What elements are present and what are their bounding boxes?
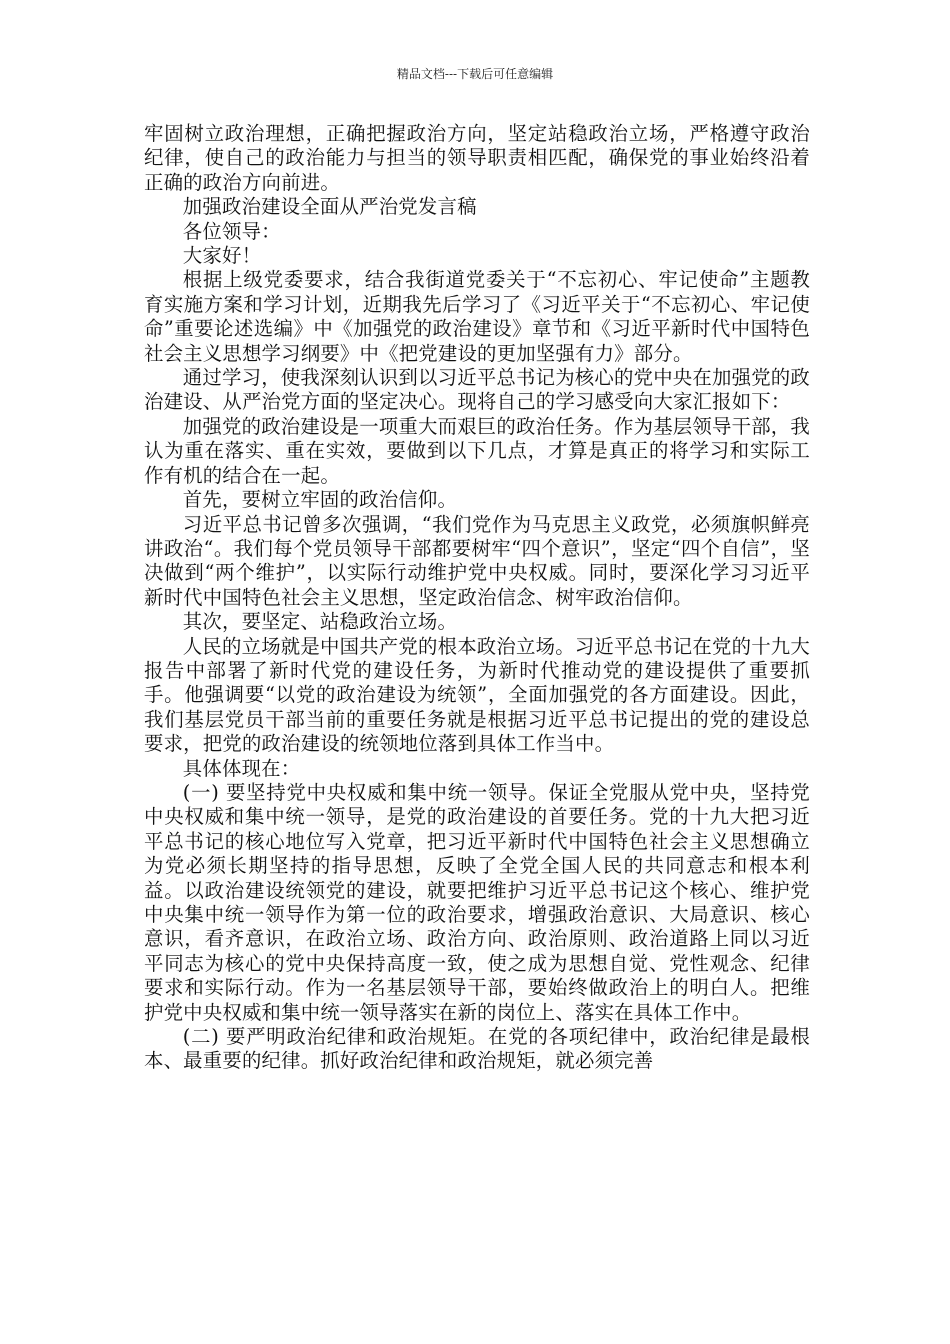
paragraph-continuation: 牢固树立政治理想，正确把握政治方向，坚定站稳政治立场，严格遵守政治纪律，使自己的政治能力与担当的领导职责相匹配，确保党的事业始终沿着正确的政治方向前进。 [144, 122, 810, 194]
page-header: 精品文档---下载后可任意编辑 [396, 67, 554, 81]
greeting: 大家好！ [182, 244, 262, 268]
paragraph: 具体体现在： [182, 756, 301, 780]
document-body [144, 122, 810, 1074]
section-heading: 首先，要树立牢固的政治信仰。 [182, 488, 458, 512]
paragraph: 习近平总书记曾多次强调，“我们党作为马克思主义政党，必须旗帜鲜亮讲政治“。我们每个党员领导干部都要树牢“四个意识”，坚定“四个自信”，坚决做到“两个维护”，以实际行动维护党中央权威。同时，要深化学习习近平新时代中国特色社会主义思想，坚定政治信念、树牢政治信仰。 [144, 512, 810, 609]
list-item: (二) 要严明政治纪律和政治规矩。在党的各项纪律中，政治纪律是最根本、最重要的纪律。抓好政治纪律和政治规矩，就必须完善 [144, 1025, 810, 1073]
document-title: 加强政治建设全面从严治党发言稿 [182, 195, 477, 219]
paragraph: 根据上级党委要求，结合我街道党委关于“不忘初心、牢记使命”主题教育实施方案和学习计划，近期我先后学习了《习近平关于“不忘初心、牢记使命”重要论述选编》中《加强党的政治建设》章节和《习近平新时代中国特色社会主义思想学习纲要》中《把党建设的更加坚强有力》部分。 [144, 268, 810, 365]
paragraph: 通过学习，使我深刻认识到以习近平总书记为核心的党中央在加强党的政治建设、从严治党方面的坚定决心。现将自己的学习感受向大家汇报如下： [144, 366, 810, 414]
salutation: 各位领导： [182, 219, 281, 243]
paragraph: 加强党的政治建设是一项重大而艰巨的政治任务。作为基层领导干部，我认为重在落实、重在实效，要做到以下几点，才算是真正的将学习和实际工作有机的结合在一起。 [144, 414, 810, 487]
paragraph: 人民的立场就是中国共产党的根本政治立场。习近平总书记在党的十九大报告中部署了新时代党的建设任务，为新时代推动党的建设提供了重要抓手。他强调要“以党的政治建设为统领”，全面加强党的各方面建设。因此，我们基层党员干部当前的重要任务就是根据习近平总书记提出的党的建设总要求，把党的政治建设的统领地位落到具体工作当中。 [144, 634, 810, 756]
section-heading: 其次，要坚定、站稳政治立场。 [182, 610, 458, 634]
list-item: (一) 要坚持党中央权威和集中统一领导。保证全党服从党中央，坚持党中央权威和集中统一领导，是党的政治建设的首要任务。党的十九大把习近平总书记的核心地位写入党章，把习近平新时代中国特色社会主义思想确立为党必须长期坚持的指导思想，反映了全党全国人民的共同意志和根本利益。以政治建设统领党的建设，就要把维护习近平总书记这个核心、维护党中央集中统一领导作为第一位的政治要求，增强政治意识、大局意识、核心意识，看齐意识，在政治立场、政治方向、政治原则、政治道路上同以习近平同志为核心的党中央保持高度一致，使之成为思想自觉、党性观念、纪律要求和实际行动。作为一名基层领导干部，要始终做政治上的明白人。把维护党中央权威和集中统一领导落实在新的岗位上、落实在具体工作中。 [144, 780, 810, 1024]
